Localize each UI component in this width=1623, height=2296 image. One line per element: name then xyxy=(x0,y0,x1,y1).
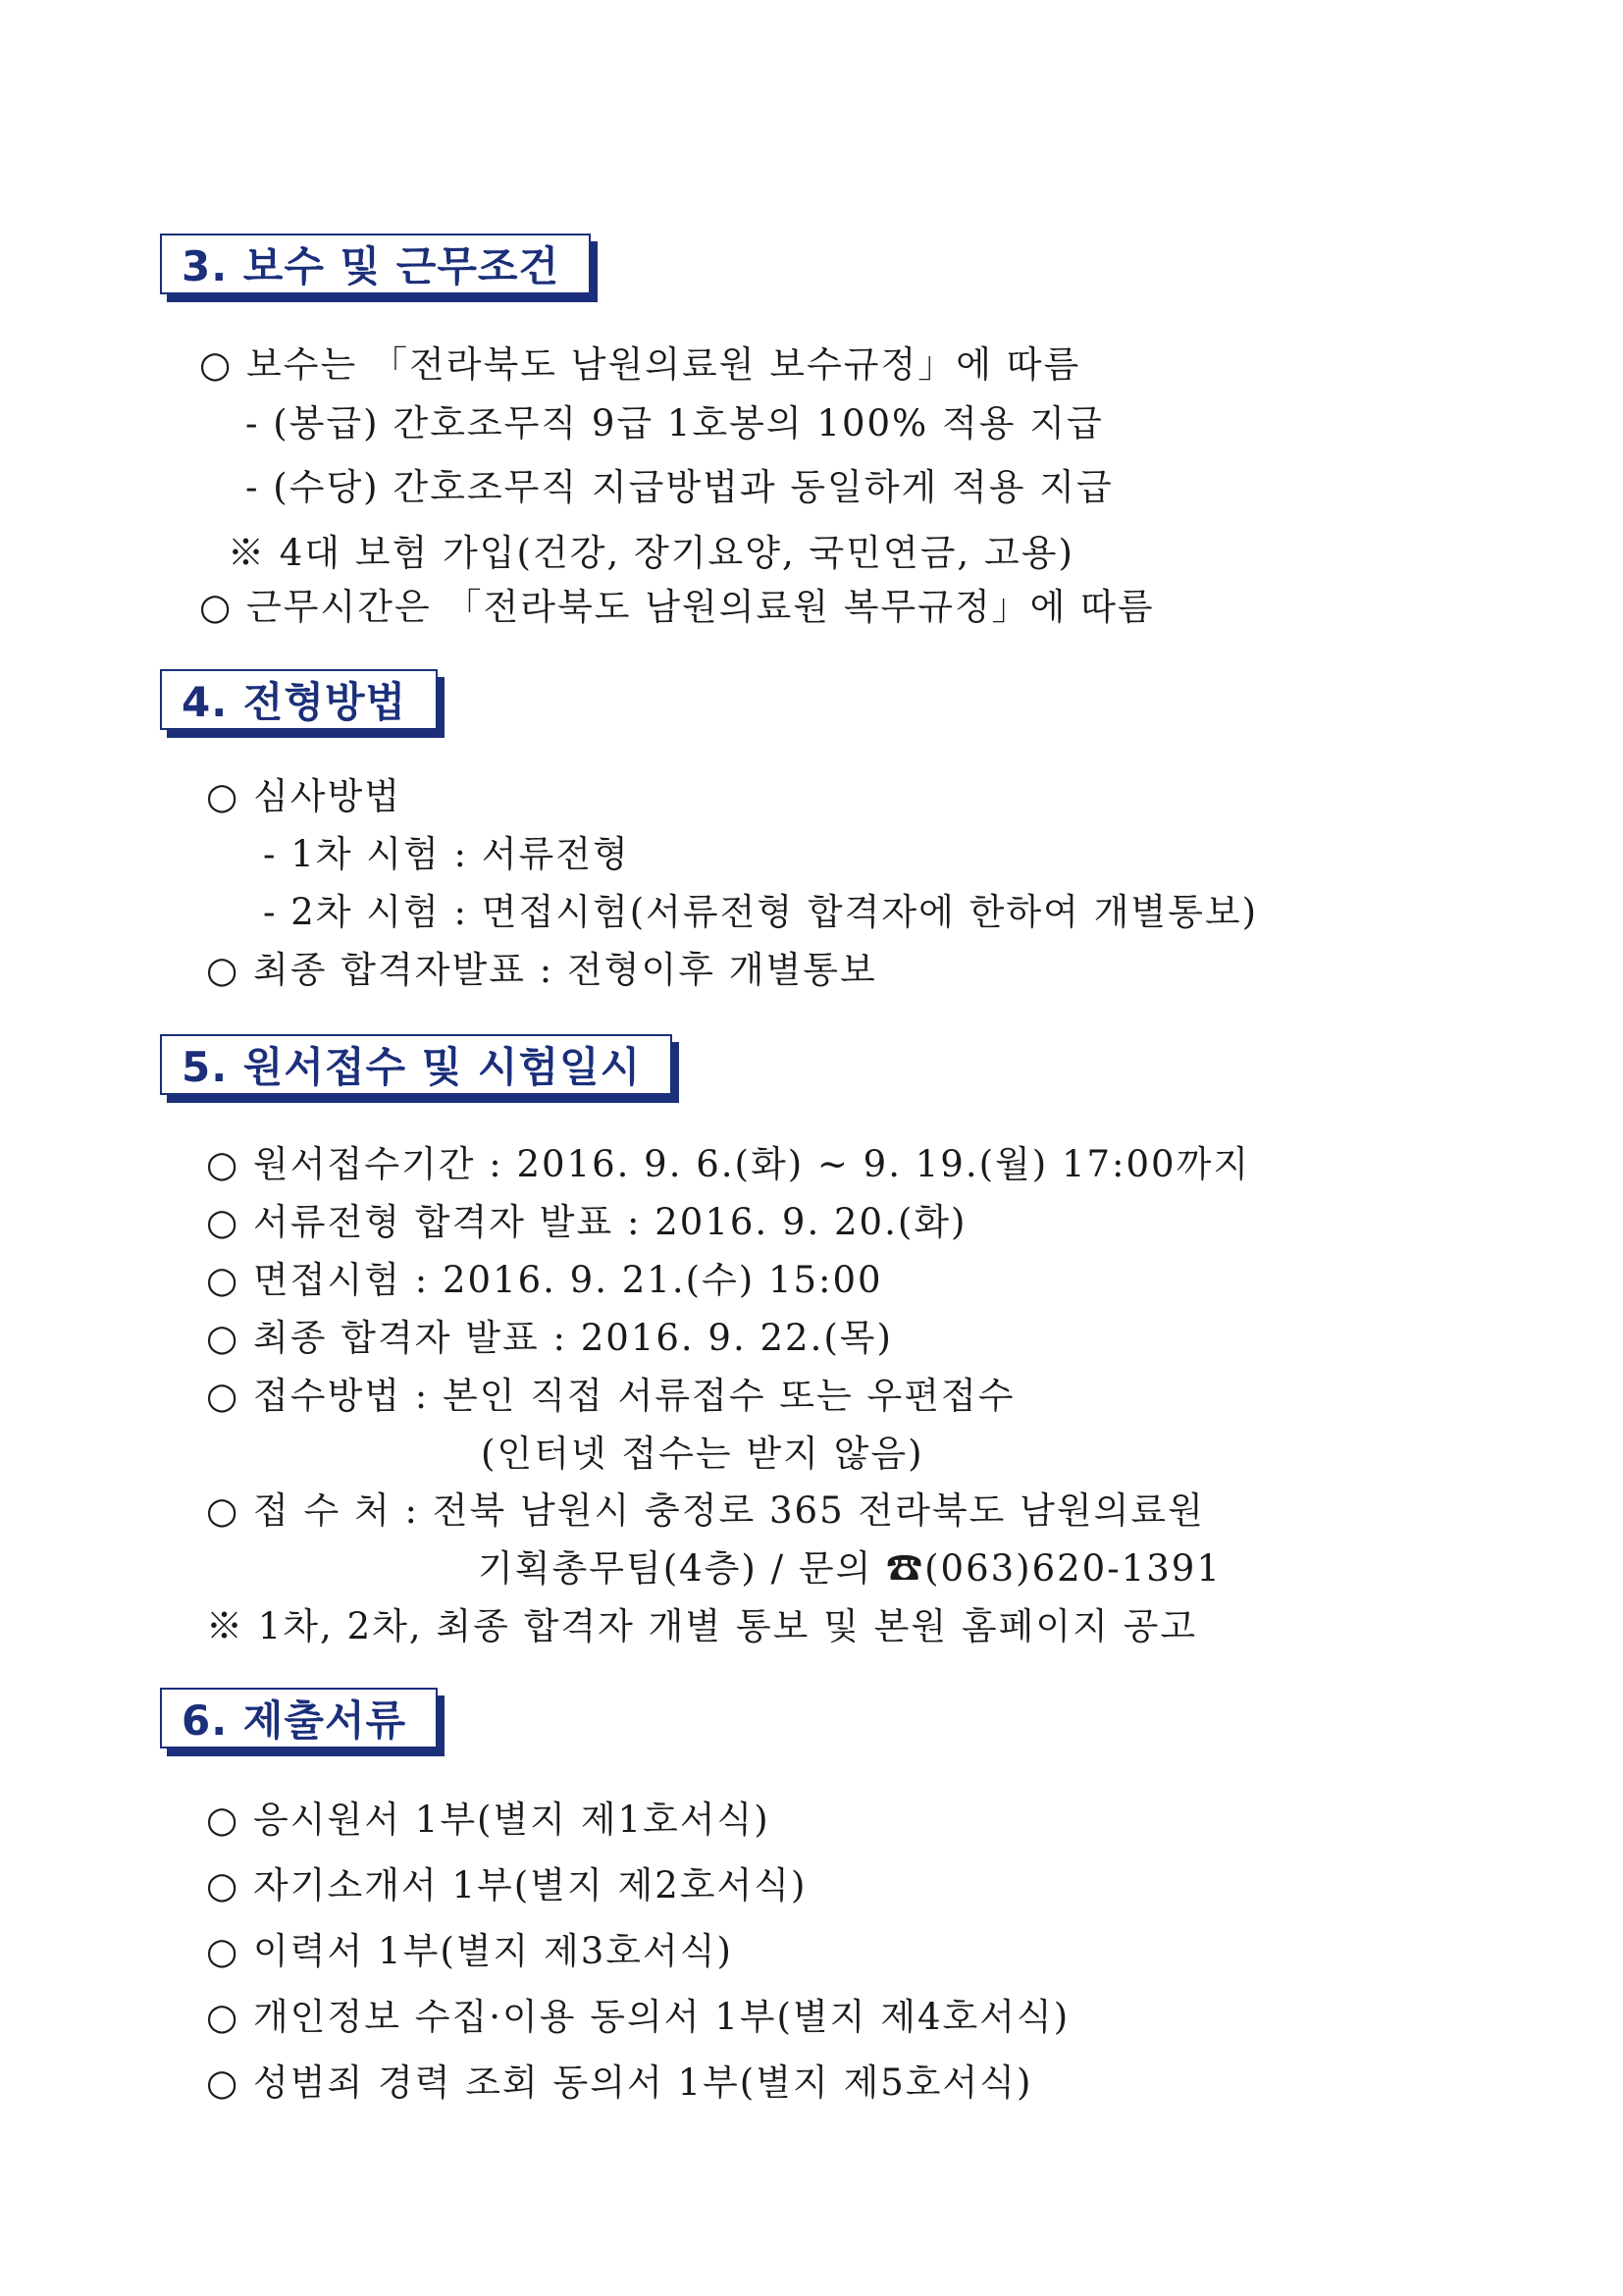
section-3-header xyxy=(160,234,591,294)
sec6-line-5: ○ 성범죄 경력 조회 동의서 1부(별지 제5호서식) xyxy=(206,2061,1033,2104)
sec5-line-3: ○ 면접시험 : 2016. 9. 21.(수) 15:00 xyxy=(206,1259,883,1301)
sec3-line-4: ○ 근무시간은 「전라북도 남원의료원 복무규정」에 따름 xyxy=(199,586,1155,628)
section-3-title: 3. 보수 및 근무조건 xyxy=(182,242,560,290)
sec5-line-2: ○ 서류전형 합격자 발표 : 2016. 9. 20.(화) xyxy=(206,1201,968,1243)
sec3-line-1: ○ 보수는 「전라북도 남원의료원 보수규정」에 따름 xyxy=(199,343,1081,386)
sec6-line-4: ○ 개인정보 수집·이용 동의서 1부(별지 제4호서식) xyxy=(206,1996,1071,2038)
sec5-note: ※ 1차, 2차, 최종 합격자 개별 통보 및 본원 홈페이지 공고 xyxy=(206,1605,1198,1647)
sec6-line-2: ○ 자기소개서 1부(별지 제2호서식) xyxy=(206,1864,808,1906)
sec3-line-3: - (수당) 간호조무직 지급방법과 동일하게 적용 지급 xyxy=(245,466,1114,508)
sec4-line-1: ○ 심사방법 xyxy=(206,775,402,817)
sec4-line-4: ○ 최종 합격자발표 : 전형이후 개별통보 xyxy=(206,949,877,991)
sec6-line-3: ○ 이력서 1부(별지 제3호서식) xyxy=(206,1930,733,1972)
section-6-title: 6. 제출서류 xyxy=(182,1696,407,1745)
sec3-note: ※ 4대 보험 가입(건강, 장기요양, 국민연금, 고용) xyxy=(228,532,1074,574)
sec5-line-1: ○ 원서접수기간 : 2016. 9. 6.(화) ~ 9. 19.(월) 17:00까지 xyxy=(206,1143,1251,1185)
sec6-line-1: ○ 응시원서 1부(별지 제1호서식) xyxy=(206,1799,770,1841)
sec5-line-4: ○ 최종 합격자 발표 : 2016. 9. 22.(목) xyxy=(206,1317,893,1359)
section-4-header xyxy=(160,669,438,730)
sec4-line-3: - 2차 시험 : 면접시험(서류전형 합격자에 한하여 개별통보) xyxy=(263,891,1259,933)
sec5-line-5-cont: (인터넷 접수는 받지 않음) xyxy=(481,1433,924,1475)
section-4-title: 4. 전형방법 xyxy=(182,678,407,726)
sec3-line-2: - (봉급) 간호조무직 9급 1호봉의 100% 적용 지급 xyxy=(245,402,1104,444)
sec5-line-5: ○ 접수방법 : 본인 직접 서류접수 또는 우편접수 xyxy=(206,1375,1016,1417)
sec5-line-6: ○ 접 수 처 : 전북 남원시 충정로 365 전라북도 남원의료원 xyxy=(206,1489,1205,1532)
section-5-header xyxy=(160,1034,672,1095)
section-5-title: 5. 원서접수 및 시험일시 xyxy=(182,1043,642,1091)
sec4-line-2: - 1차 시험 : 서류전형 xyxy=(263,833,630,875)
section-6-header xyxy=(160,1688,438,1748)
sec5-line-6-cont: 기획총무팀(4층) / 문의 ☎(063)620-1391 xyxy=(478,1547,1222,1590)
